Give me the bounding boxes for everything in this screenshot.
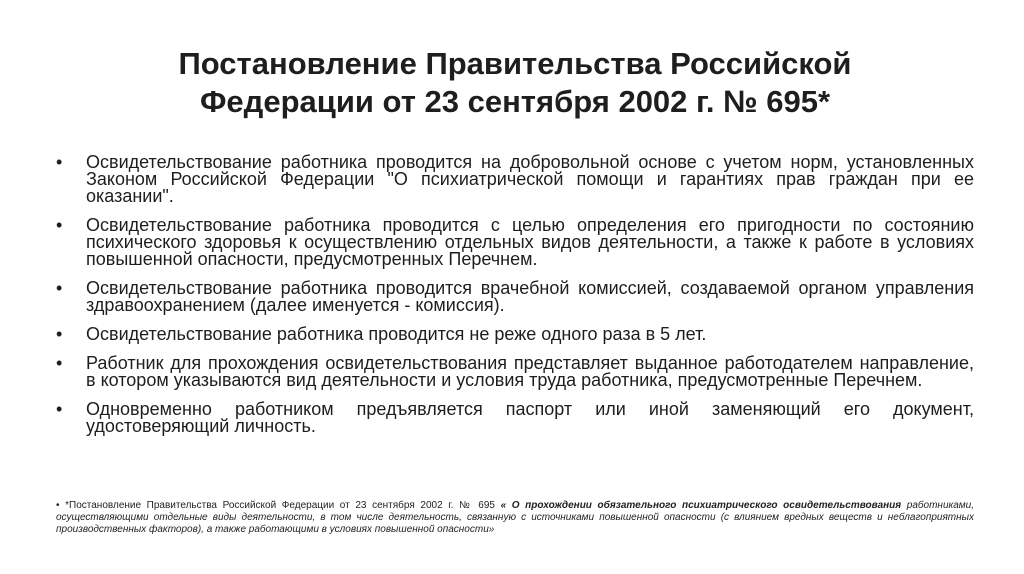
bullet-text: • Освидетельствование работника проводится врачебной комиссией, создаваемой органом управления здравоохранением (далее именуется - комиссия). <box>86 278 974 315</box>
bullet-text: • Одновременно работником предъявляется паспорт или иной заменяющий его документ, удостоверяющий личность. <box>86 399 974 436</box>
footnote-bullet: • <box>56 500 60 511</box>
bullet-item <box>56 217 974 268</box>
title-line-1: Постановление Правительства Российской <box>178 46 852 81</box>
bullet-item <box>56 401 974 435</box>
footnote-lead: *Постановление Правительства Российской Федерации от 23 сентября 2002 г. № 695 <box>65 500 495 511</box>
footnote-doc-title: « О прохождении обязательного психиатрического освидетельствования <box>500 500 902 511</box>
bullet-text: • Освидетельствование работника проводится не реже одного раза в 5 лет. <box>86 324 707 344</box>
bullet-text: • Работник для прохождения освидетельствования представляет выданное работодателем направление, в котором указываются вид деятельности и условия труда работника, предусмотренные Перечнем. <box>86 353 974 390</box>
footnote-rest: работниками, осуществляющими отдельные виды деятельности, в том числе деятельность, связанную с источниками повышенной опасности (с влиянием вредных веществ и неблагоприятных производственных факторов), а также работающими в условиях повышенной опасности» <box>56 500 974 535</box>
bullet-text: • Освидетельствование работника проводится с целью определения его пригодности по состоянию психического здоровья к осуществлению отдельных видов деятельности, а также к работе в условиях повышенной опасности, предусмотренных Перечнем. <box>86 215 974 269</box>
bullet-item <box>56 355 974 389</box>
bullet-item <box>56 326 974 343</box>
footnote <box>56 500 974 536</box>
title-line-2: Федерации от 23 сентября 2002 г. № 695* <box>199 84 831 119</box>
bullet-text: • Освидетельствование работника проводится на добровольной основе с учетом норм, установленных Законом Российской Федерации "О психиатрической помощи и гарантиях прав граждан при ее оказании". <box>86 152 974 206</box>
page-title <box>110 45 920 121</box>
bullet-item <box>56 154 974 205</box>
bullet-item <box>56 280 974 314</box>
bullet-list <box>56 154 974 447</box>
